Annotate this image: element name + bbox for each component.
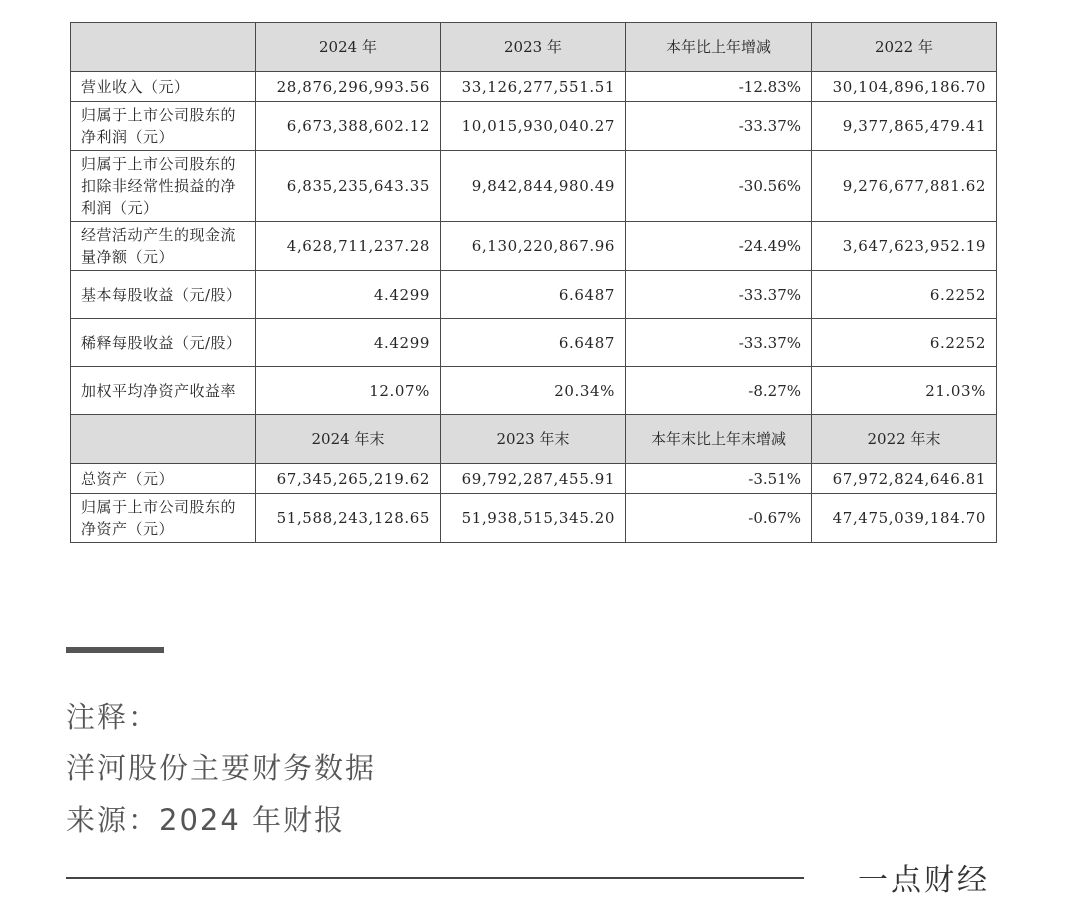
table-subheader-row — [71, 415, 997, 464]
note-title: 注释： — [66, 700, 160, 734]
footer-divider — [66, 877, 804, 879]
row-label: 加权平均净资产收益率 — [71, 367, 256, 415]
value-2022: 21.03% — [812, 367, 997, 415]
value-2022: 6.2252 — [812, 271, 997, 319]
table-row — [71, 464, 997, 494]
value-2024: 28,876,296,993.56 — [256, 72, 441, 102]
note-source: 来源：2024 年财报 — [66, 803, 346, 837]
table-header-row — [71, 23, 997, 72]
value-2023: 6.6487 — [441, 271, 626, 319]
table-row — [71, 72, 997, 102]
value-change: -3.51% — [626, 464, 812, 494]
header-cell-empty — [71, 415, 256, 464]
value-2024: 4,628,711,237.28 — [256, 222, 441, 271]
value-2023: 6,130,220,867.96 — [441, 222, 626, 271]
row-label: 营业收入（元） — [71, 72, 256, 102]
value-2022: 6.2252 — [812, 319, 997, 367]
value-2023: 33,126,277,551.51 — [441, 72, 626, 102]
table-row — [71, 494, 997, 543]
value-change: -0.67% — [626, 494, 812, 543]
value-2023: 10,015,930,040.27 — [441, 102, 626, 151]
value-change: -24.49% — [626, 222, 812, 271]
footer-brand: 一点财经 — [858, 863, 990, 898]
value-change: -12.83% — [626, 72, 812, 102]
table-row — [71, 367, 997, 415]
value-change: -33.37% — [626, 271, 812, 319]
header-cell-2023: 2023 年 — [441, 23, 626, 72]
value-2022: 30,104,896,186.70 — [812, 72, 997, 102]
value-2024: 51,588,243,128.65 — [256, 494, 441, 543]
value-2024: 6,835,235,643.35 — [256, 151, 441, 222]
value-change: -8.27% — [626, 367, 812, 415]
value-2023: 20.34% — [441, 367, 626, 415]
value-change: -33.37% — [626, 102, 812, 151]
value-2024: 4.4299 — [256, 319, 441, 367]
table-row — [71, 151, 997, 222]
table-row — [71, 271, 997, 319]
row-label: 归属于上市公司股东的净利润（元） — [71, 102, 256, 151]
header-cell-2022-end: 2022 年末 — [812, 415, 997, 464]
value-2022: 9,377,865,479.41 — [812, 102, 997, 151]
value-2022: 67,972,824,646.81 — [812, 464, 997, 494]
row-label: 归属于上市公司股东的净资产（元） — [71, 494, 256, 543]
header-cell-empty — [71, 23, 256, 72]
header-cell-2022: 2022 年 — [812, 23, 997, 72]
row-label: 归属于上市公司股东的扣除非经常性损益的净利润（元） — [71, 151, 256, 222]
value-2022: 3,647,623,952.19 — [812, 222, 997, 271]
value-2022: 9,276,677,881.62 — [812, 151, 997, 222]
value-2023: 69,792,287,455.91 — [441, 464, 626, 494]
table-row — [71, 319, 997, 367]
value-2024: 67,345,265,219.62 — [256, 464, 441, 494]
note-description: 洋河股份主要财务数据 — [66, 751, 377, 785]
value-change: -30.56% — [626, 151, 812, 222]
value-change: -33.37% — [626, 319, 812, 367]
financial-data-table — [70, 22, 997, 543]
header-cell-change-end: 本年末比上年末增减 — [626, 415, 812, 464]
row-label: 基本每股收益（元/股） — [71, 271, 256, 319]
header-cell-2023-end: 2023 年末 — [441, 415, 626, 464]
value-2023: 51,938,515,345.20 — [441, 494, 626, 543]
value-2023: 6.6487 — [441, 319, 626, 367]
value-2024: 4.4299 — [256, 271, 441, 319]
table-row — [71, 102, 997, 151]
header-cell-2024: 2024 年 — [256, 23, 441, 72]
row-label: 稀释每股收益（元/股） — [71, 319, 256, 367]
header-cell-change: 本年比上年增减 — [626, 23, 812, 72]
header-cell-2024-end: 2024 年末 — [256, 415, 441, 464]
row-label: 总资产（元） — [71, 464, 256, 494]
section-divider-bar — [66, 647, 164, 653]
value-2024: 6,673,388,602.12 — [256, 102, 441, 151]
value-2024: 12.07% — [256, 367, 441, 415]
value-2023: 9,842,844,980.49 — [441, 151, 626, 222]
row-label: 经营活动产生的现金流量净额（元） — [71, 222, 256, 271]
value-2022: 47,475,039,184.70 — [812, 494, 997, 543]
table-row — [71, 222, 997, 271]
